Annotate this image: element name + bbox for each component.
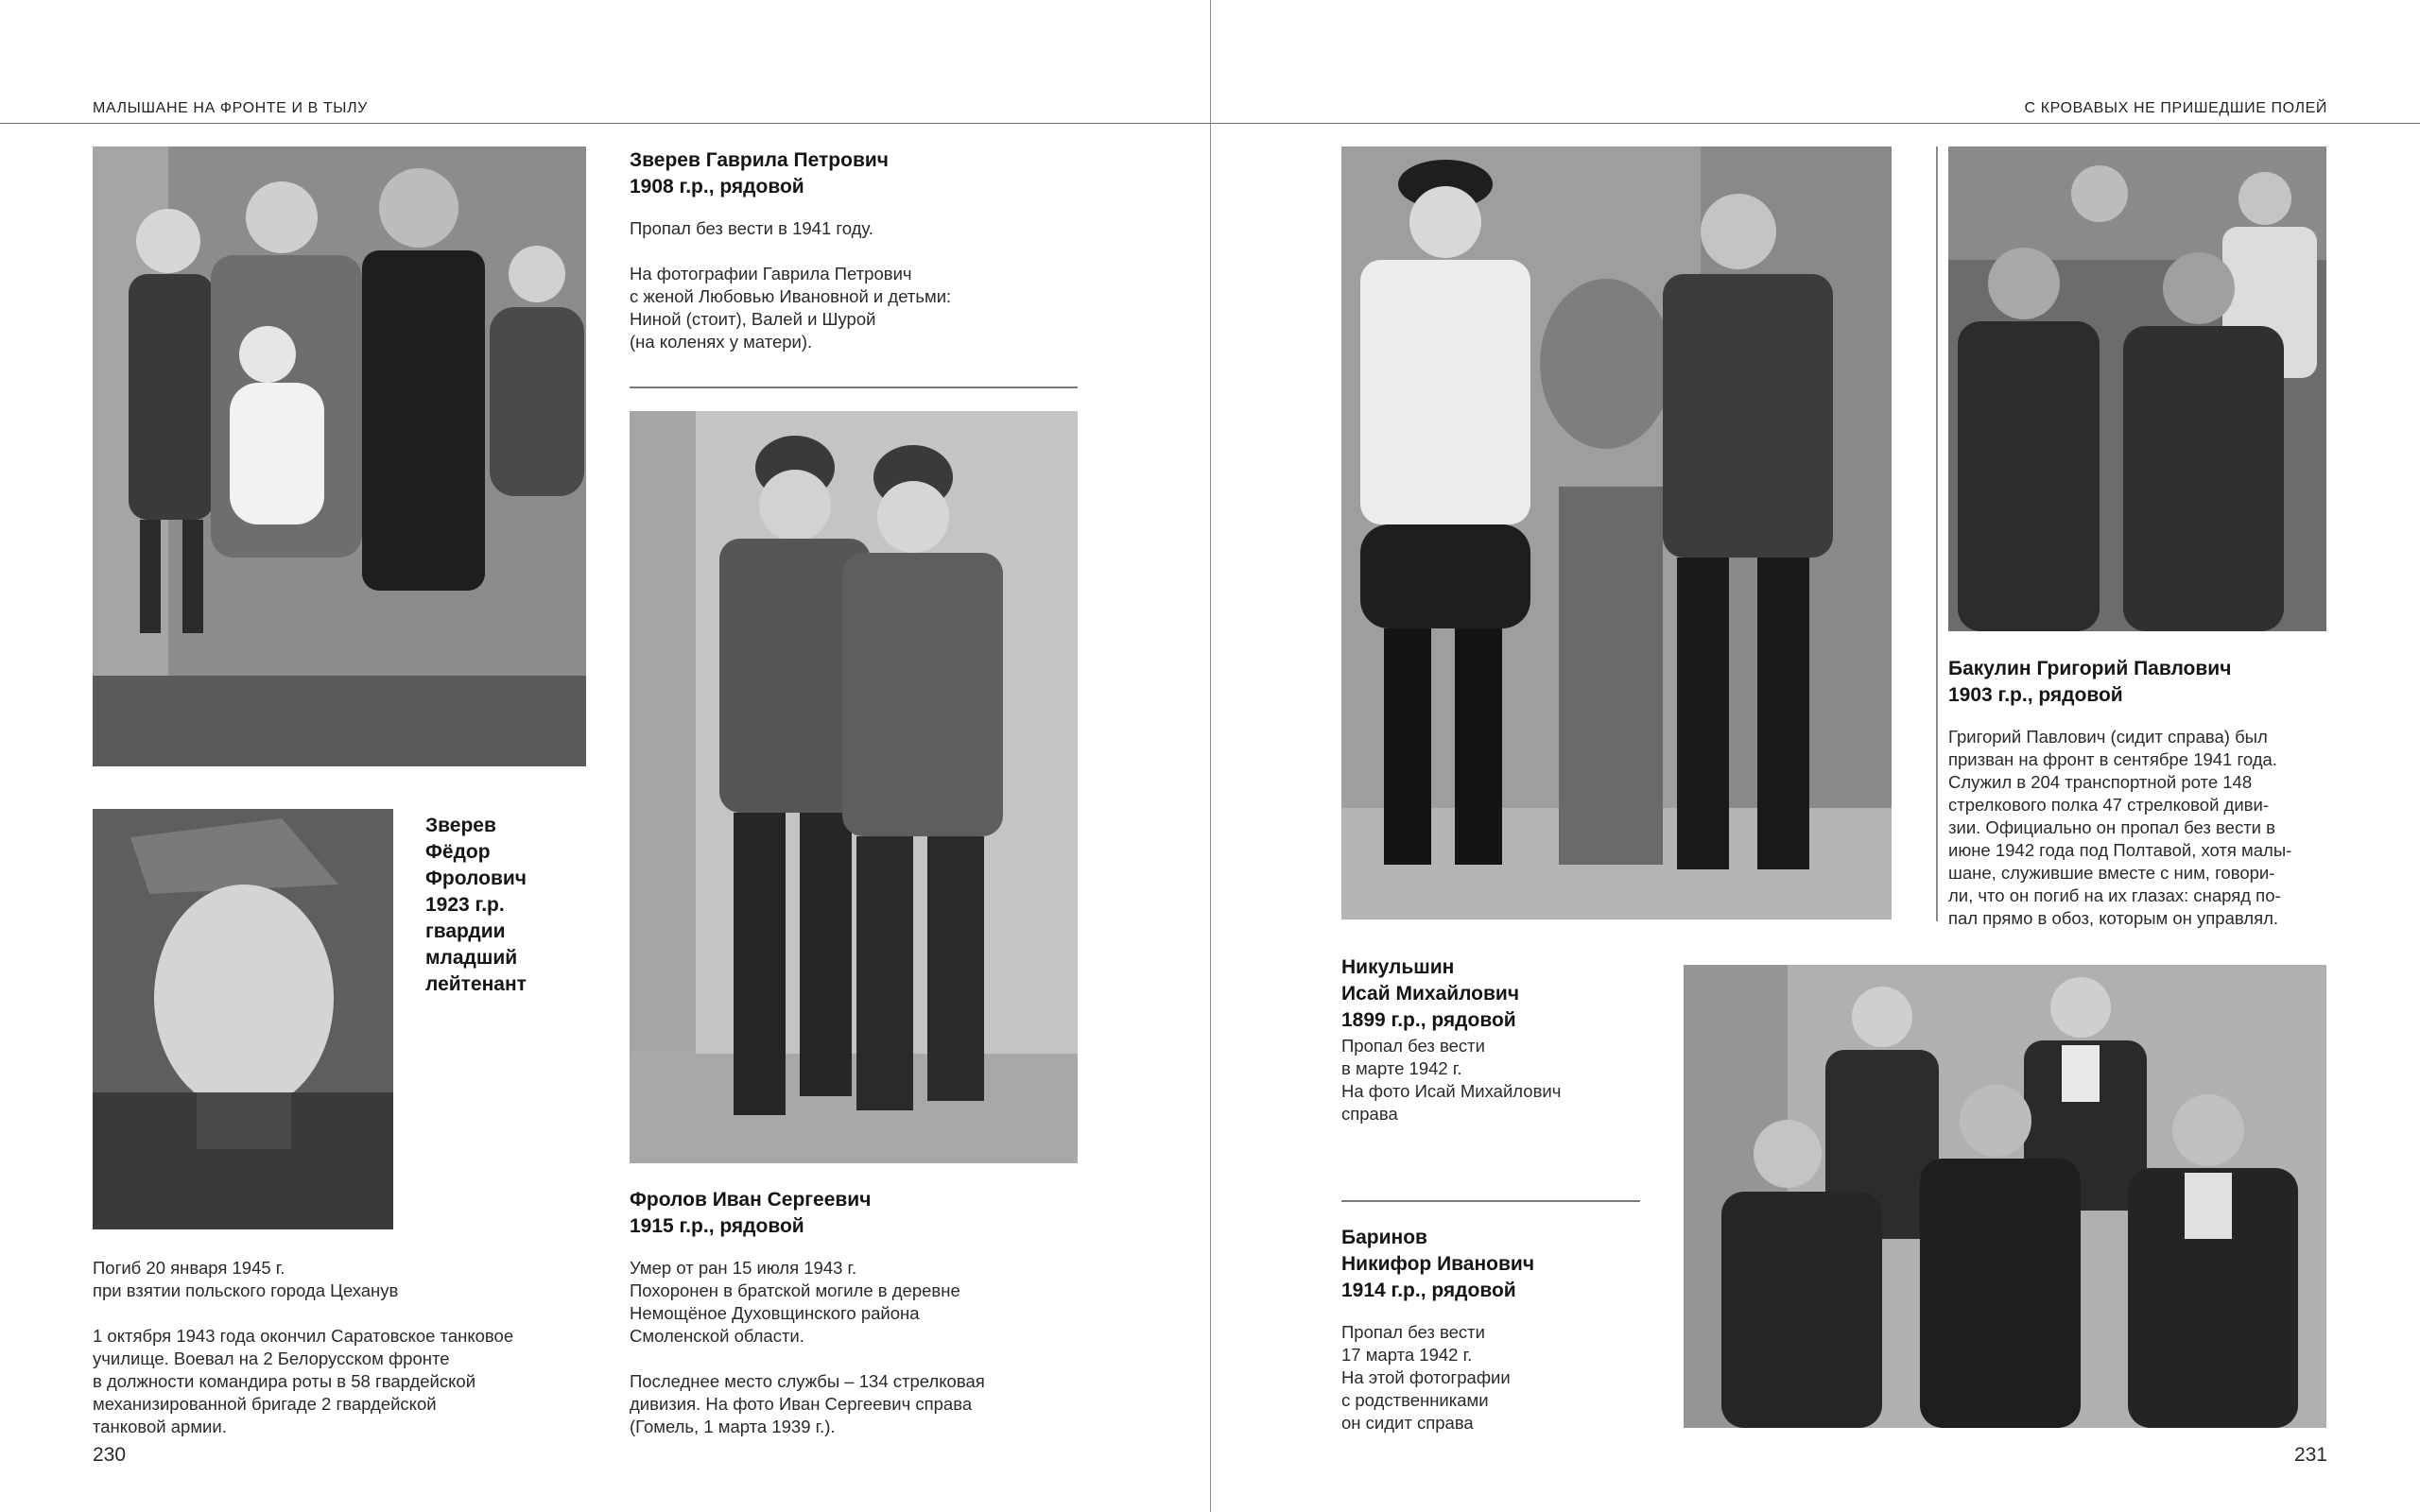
photo-frolov: [630, 411, 1078, 1163]
text-line: призван на фронт в сентябре 1941 года.: [1948, 749, 2277, 769]
photo-zverev-family: [93, 146, 586, 766]
text-line: (на коленях у матери).: [630, 332, 813, 352]
name-line: Баринов: [1341, 1227, 1427, 1248]
text-line: (Гомель, 1 марта 1939 г.).: [630, 1417, 836, 1436]
text-line: Умер от ран 15 июля 1943 г.: [630, 1258, 857, 1278]
text-line: ли, что он погиб на их глазах: снаряд по-: [1948, 885, 2281, 905]
text-line: дивизия. На фото Иван Сергеевич справа: [630, 1394, 973, 1414]
photo-nikulshin: [1341, 146, 1892, 919]
text-line: 17 марта 1942 г.: [1341, 1345, 1473, 1365]
page-number-left: 230: [93, 1444, 127, 1466]
text-zverev-fedor: [93, 1257, 513, 1438]
book-spine: [1210, 0, 1211, 1512]
name-line: 1908 г.р., рядовой: [630, 176, 804, 198]
text-line: Служил в 204 транспортной роте 148: [1948, 772, 2253, 792]
header-rule-right: [1211, 123, 2420, 124]
text-frolov: [630, 1257, 985, 1438]
name-line: Фролович: [425, 868, 527, 889]
paragraph: [1341, 1035, 1561, 1125]
text-line: в марте 1942 г.: [1341, 1058, 1462, 1078]
text-line: с женой Любовью Ивановной и детьми:: [630, 286, 952, 306]
text-line: Немощёное Духовщинского района: [630, 1303, 920, 1323]
paragraph: [93, 1325, 513, 1438]
text-line: справа: [1341, 1104, 1398, 1124]
name-line: Зверев Гаврила Петрович: [630, 149, 889, 171]
text-line: стрелкового полка 47 стрелковой диви-: [1948, 795, 2269, 815]
paragraph: [630, 1257, 985, 1348]
text-line: 1 октября 1943 года окончил Саратовское танковое: [93, 1326, 514, 1346]
text-line: зии. Официально он пропал без вести в: [1948, 817, 2275, 837]
text-line: механизированной бригаде 2 гвардейской: [93, 1394, 437, 1414]
paragraph: [630, 1370, 985, 1438]
name-line: Фролов Иван Сергеевич: [630, 1189, 872, 1211]
running-head-left: МАЛЫШАНЕ НА ФРОНТЕ И В ТЫЛУ: [93, 100, 368, 116]
paragraph: [630, 263, 951, 353]
text-line: танковой армии.: [93, 1417, 227, 1436]
name-line: Зверев: [425, 815, 496, 836]
text-line: с родственниками: [1341, 1390, 1489, 1410]
page-number-right: 231: [2293, 1444, 2327, 1466]
text-bakulin: [1948, 726, 2291, 930]
photo-bakulin: [1948, 146, 2326, 631]
name-line: 1899 г.р., рядовой: [1341, 1009, 1516, 1031]
heading-barinov: [1341, 1225, 1534, 1304]
text-line: На фотографии Гаврила Петрович: [630, 264, 912, 284]
text-line: при взятии польского города Цеханув: [93, 1280, 399, 1300]
paragraph: [1948, 726, 2291, 930]
text-line: шане, служившие вместе с ним, говори-: [1948, 863, 2275, 883]
heading-zverev-gavrila: [630, 147, 889, 200]
name-line: 1903 г.р., рядовой: [1948, 684, 2123, 706]
text-line: На фото Исай Михайлович: [1341, 1081, 1562, 1101]
paragraph: [93, 1257, 513, 1302]
heading-zverev-fedor: [425, 813, 527, 998]
name-line: Никифор Иванович: [1341, 1253, 1535, 1275]
text-line: Похоронен в братской могиле в деревне: [630, 1280, 960, 1300]
text-line: в должности командира роты в 58 гвардейской: [93, 1371, 476, 1391]
text-barinov: [1341, 1321, 1511, 1435]
divider-rule: [630, 387, 1078, 388]
heading-frolov: [630, 1187, 871, 1240]
name-line: Исай Михайлович: [1341, 983, 1520, 1005]
text-line: На этой фотографии: [1341, 1367, 1511, 1387]
paragraph: [1341, 1321, 1511, 1435]
photo-barinov-group: [1684, 965, 2326, 1428]
name-line: гвардии: [425, 920, 506, 942]
name-line: лейтенант: [425, 973, 527, 995]
name-line: 1914 г.р., рядовой: [1341, 1280, 1516, 1301]
name-line: 1923 г.р.: [425, 894, 505, 916]
text-line: Григорий Павлович (сидит справа) был: [1948, 727, 2268, 747]
photo-divider-vertical: [1936, 146, 1938, 921]
name-line: младший: [425, 947, 518, 969]
text-line: Пропал без вести в 1941 году.: [630, 218, 873, 238]
text-line: пал прямо в обоз, которым он управлял.: [1948, 908, 2279, 928]
text-line: Смоленской области.: [630, 1326, 804, 1346]
name-line: Никульшин: [1341, 956, 1455, 978]
text-line: июне 1942 года под Полтавой, хотя малы-: [1948, 840, 2292, 860]
text-line: Пропал без вести: [1341, 1322, 1485, 1342]
name-line: Фёдор: [425, 841, 491, 863]
paragraph: [630, 217, 951, 240]
text-line: Пропал без вести: [1341, 1036, 1485, 1056]
text-line: Ниной (стоит), Валей и Шурой: [630, 309, 876, 329]
divider-rule: [1341, 1200, 1640, 1202]
text-line: училище. Воевал на 2 Белорусском фронте: [93, 1349, 450, 1368]
running-head-right: С КРОВАВЫХ НЕ ПРИШЕДШИЕ ПОЛЕЙ: [2024, 100, 2327, 116]
header-rule-left: [0, 123, 1210, 124]
text-line: Погиб 20 января 1945 г.: [93, 1258, 285, 1278]
photo-zverev-fedor: [93, 809, 393, 1229]
text-line: Последнее место службы – 134 стрелковая: [630, 1371, 985, 1391]
heading-nikulshin: [1341, 954, 1519, 1034]
text-nikulshin: [1341, 1035, 1561, 1125]
name-line: 1915 г.р., рядовой: [630, 1215, 804, 1237]
name-line: Бакулин Григорий Павлович: [1948, 658, 2232, 679]
heading-bakulin: [1948, 656, 2231, 709]
text-zverev-gavrila: [630, 217, 951, 353]
text-line: он сидит справа: [1341, 1413, 1474, 1433]
